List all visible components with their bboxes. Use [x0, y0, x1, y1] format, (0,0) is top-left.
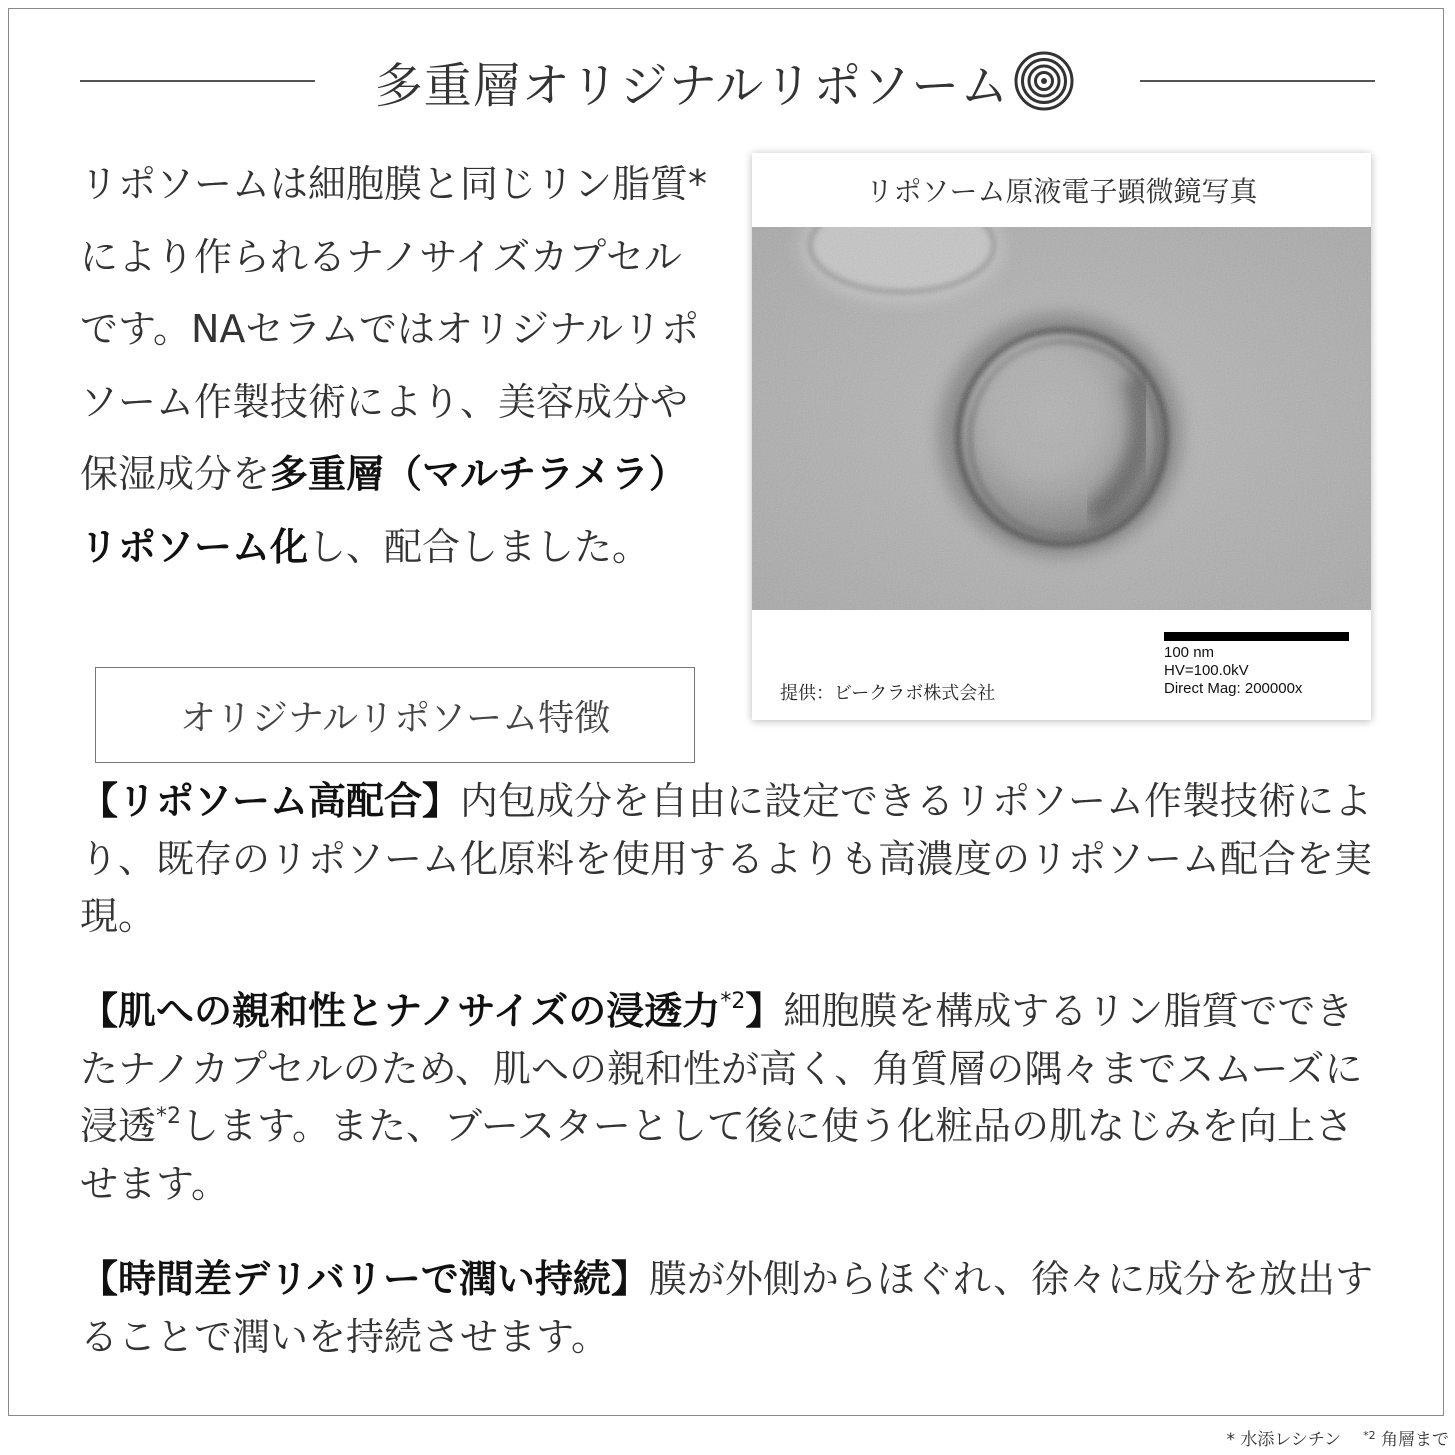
intro-text-part2: し、配合しました。	[308, 524, 651, 569]
photo-caption: リポソーム原液電子顕微鏡写真	[865, 175, 1258, 208]
footnote-2-mark: *2	[1363, 1429, 1376, 1442]
scale-bar	[1164, 632, 1349, 641]
title-divider-left	[80, 80, 315, 82]
intro-text-part1: リポソームは細胞膜と同じリン脂質*により作られるナノサイズカプセルです。NAセラムではオリジナルリポソーム作製技術により、美容成分や保湿成分を	[80, 162, 708, 496]
intro-paragraph	[80, 148, 716, 583]
liposome-micrograph-image	[752, 227, 1371, 610]
feature-3-body: 膜が外側からほぐれ、徐々に成分を放出することで潤いを持続させます。	[80, 1257, 1374, 1359]
title-divider-right	[1140, 80, 1375, 82]
feature-2-body-b: します。また、ブースターとして後に使う化粧品の肌なじみを向上させます。	[80, 1104, 1353, 1206]
feature-timed-delivery	[80, 1251, 1380, 1366]
feature-2-heading-close: 】	[745, 989, 784, 1033]
feature-1-heading: 【リポソーム高配合】	[80, 779, 461, 823]
feature-section-label: オリジナルリポソーム特徴	[95, 667, 695, 763]
feature-high-concentration	[80, 773, 1380, 946]
concentric-rings-icon	[1013, 50, 1075, 112]
feature-3-heading: 【時間差デリバリーで潤い持続】	[80, 1257, 649, 1301]
feature-2-body-footnote-mark: *2	[156, 1104, 182, 1129]
feature-2-body-a: 細胞膜を構成するリン脂質でできたナノカプセルのため、肌への親和性が高く、角質層の隅々までスムーズに浸透	[80, 989, 1363, 1148]
high-voltage-label: HV=100.0kV	[1164, 662, 1249, 679]
feature-2-heading-text: 【肌への親和性とナノサイズの浸透力	[80, 989, 721, 1033]
intro-bold-highlight: 多重層（マルチラメラ）リポソーム化	[80, 452, 687, 569]
footnotes	[1226, 1425, 1449, 1450]
feature-1-body: 内包成分を自由に設定できるリポソーム作製技術により、既存のリポソーム化原料を使用するよりも高濃度のリポソーム配合を実現。	[80, 779, 1373, 938]
footnote-1: * 水添レシチン	[1226, 1430, 1342, 1450]
photo-credit: 提供：ビークラボ株式会社	[780, 683, 996, 703]
feature-2-heading-footnote-mark: *2	[720, 989, 746, 1014]
scale-label: 100 nm	[1164, 644, 1215, 661]
feature-2-heading	[80, 989, 783, 1033]
page-title-text: 多重層オリジナルリポソーム	[374, 57, 1010, 114]
scale-info	[1164, 644, 1302, 698]
magnification-label: Direct Mag: 200000x	[1164, 680, 1303, 697]
electron-micrograph-card	[752, 153, 1371, 720]
feature-skin-affinity	[80, 983, 1380, 1213]
footnote-2: 角層まで	[1375, 1430, 1449, 1450]
page-title	[330, 46, 1120, 116]
